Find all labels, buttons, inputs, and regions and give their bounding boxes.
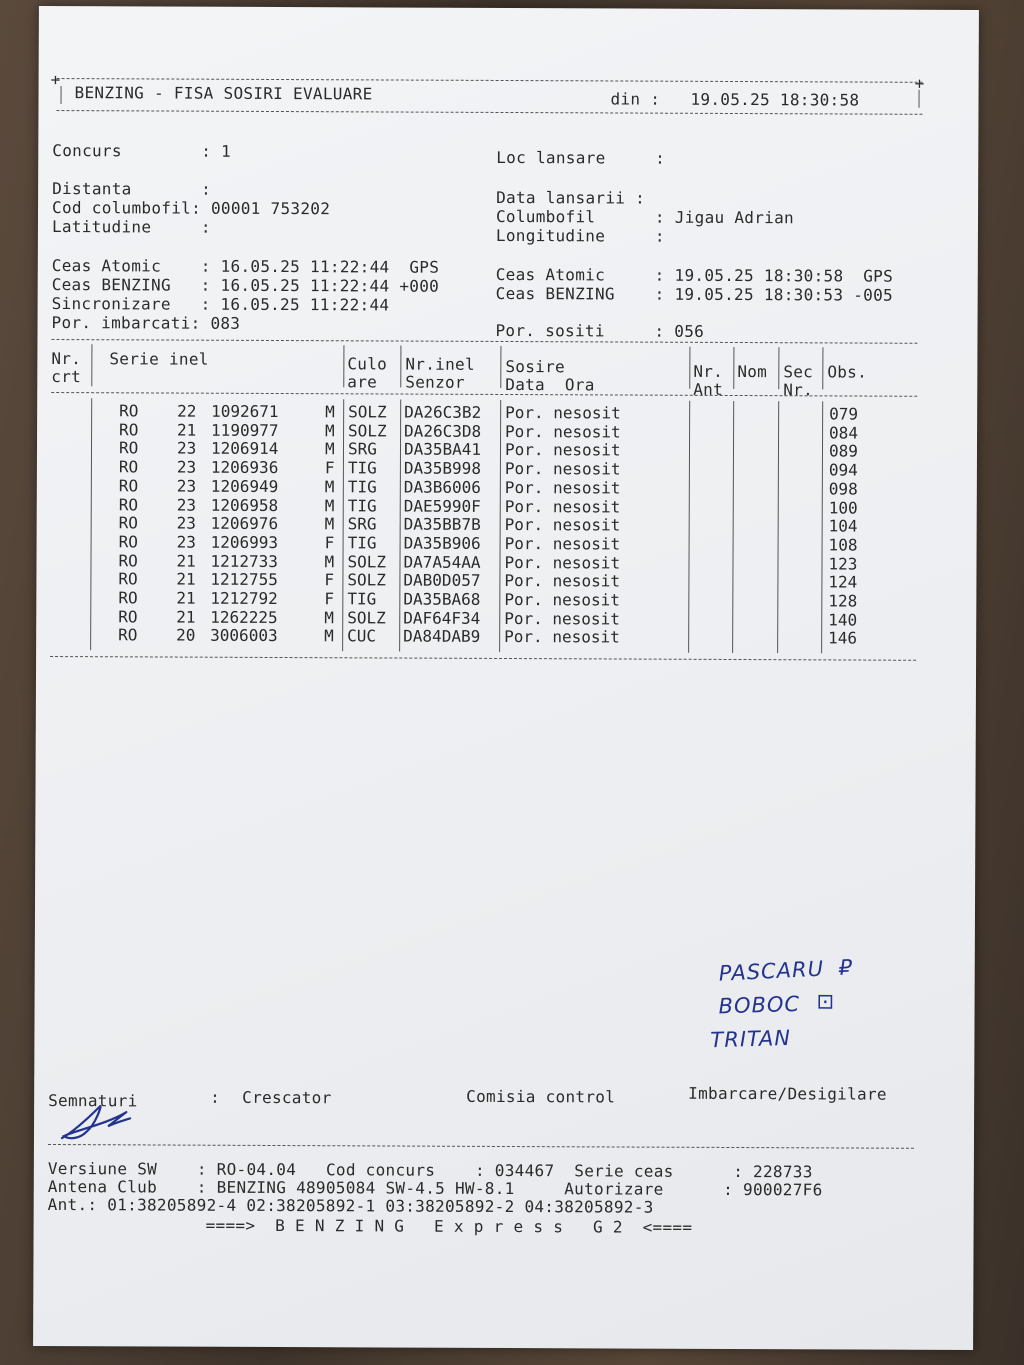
row-tara: RO [118, 588, 138, 608]
row-inel: 1190977 [211, 420, 279, 440]
row-sosire: Por. nesosit [504, 477, 621, 498]
row-sex: M [325, 420, 335, 440]
col-header-nom: Nom [737, 362, 768, 382]
col-header-culoare: Culo are [347, 354, 388, 392]
row-tara: RO [118, 606, 138, 627]
loc-lansare-line: Loc lansare : [496, 147, 666, 168]
versiune-sw-line: Versiune SW : RO-04.04 Cod concurs : 034467 Serie ceas : 228733 [47, 1159, 813, 1182]
row-culoare: SOLZ [347, 607, 386, 628]
antennas-line: Ant.: 01:38205892-4 02:38205892-1 03:38205892-2 04:38205892-3 [47, 1195, 654, 1217]
row-an: 21 [176, 607, 196, 627]
row-senzor: DA35BA41 [403, 439, 482, 460]
handwritten-name-2: BOBOC [718, 991, 801, 1019]
row-obs: 100 [828, 497, 858, 518]
row-culoare: SOLZ [347, 551, 387, 572]
row-sosire: Por. nesosit [504, 459, 621, 479]
row-sex: M [324, 626, 334, 646]
row-inel: 1212792 [210, 588, 278, 609]
row-sosire: Por. nesosit [504, 552, 621, 573]
row-culoare: TIG [347, 477, 377, 497]
row-obs: 123 [828, 553, 858, 574]
comisia-control-label: Comisia control [466, 1086, 616, 1107]
row-culoare: TIG [347, 589, 377, 609]
row-sosire: Por. nesosit [504, 440, 621, 460]
row-sosire: Por. nesosit [504, 608, 620, 629]
handwritten-mark-1: ₽ [838, 955, 854, 980]
row-sosire: Por. nesosit [504, 627, 620, 647]
row-obs: 124 [828, 572, 858, 592]
row-tara: RO [118, 438, 139, 458]
row-an: 20 [176, 625, 196, 646]
ceas-atomic-end: Ceas Atomic : 19.05.25 18:30:58 GPS [495, 264, 894, 286]
benzing-banner: ====> B E N Z I N G E x p r e s s G 2 <==== [205, 1215, 693, 1237]
semnaturi-label: Semnaturi [48, 1091, 138, 1111]
row-tara: RO [118, 513, 138, 533]
row-sosire: Por. nesosit [505, 421, 621, 442]
por-imbarcati-line: Por. imbarcati: 083 [51, 313, 241, 333]
ceas-benzing-end: Ceas BENZING : 19.05.25 18:30:53 -005 [495, 283, 894, 305]
row-tara: RO [118, 569, 138, 589]
row-tara: RO [118, 476, 139, 496]
crescator-label: Crescator [242, 1087, 332, 1108]
imbarcare-label: Imbarcare/Desigilare [688, 1083, 887, 1104]
row-obs: 084 [829, 423, 859, 443]
row-inel: 1092671 [211, 401, 279, 422]
row-senzor: DAE5990F [403, 496, 481, 516]
row-obs: 140 [828, 610, 858, 630]
col-header-obs: Obs. [827, 362, 868, 382]
col-header-serie-inel: Serie inel [109, 349, 209, 369]
row-obs: 104 [828, 516, 858, 536]
sincronizare-line: Sincronizare : 16.05.25 11:22:44 [51, 294, 390, 315]
row-culoare: TIG [347, 533, 377, 553]
row-sosire: Por. nesosit [505, 402, 621, 423]
col-header-nr-crt: Nr. crt [51, 349, 82, 387]
row-culoare: TIG [347, 495, 377, 515]
row-an: 21 [176, 569, 196, 589]
por-sositi-line: Por. sositi : 056 [495, 320, 705, 341]
row-an: 23 [176, 513, 196, 533]
col-header-nr-inel-senzor: Nr.inel Senzor [405, 354, 475, 392]
col-header-sosire: Sosire Data Ora [505, 356, 595, 395]
antena-club-line: Antena Club : BENZING 48905084 SW-4.5 HW-8.1 Autorizare : 900027F6 [47, 1177, 823, 1200]
handwritten-name-3: TRITAN [710, 1025, 792, 1053]
handwritten-name-1: PASCARU [718, 956, 825, 986]
row-culoare: SRG [347, 514, 377, 534]
row-an: 23 [176, 476, 197, 496]
row-obs: 108 [828, 535, 858, 555]
row-obs: 098 [828, 479, 858, 499]
row-inel: 1206993 [210, 532, 279, 552]
col-header-nr-ant: Nr. Ant [693, 361, 724, 399]
row-inel: 1206958 [210, 495, 279, 515]
columbofil-line: Columbofil : Jigau Adrian [495, 206, 795, 228]
row-senzor: DAB0D057 [403, 570, 481, 591]
row-obs: 146 [828, 628, 858, 648]
row-inel: 3006003 [210, 626, 278, 646]
row-sosire: Por. nesosit [504, 589, 620, 610]
row-sex: F [324, 533, 335, 553]
row-an: 23 [176, 532, 196, 552]
distanta-line: Distanta : [52, 179, 212, 199]
row-culoare: SRG [347, 439, 377, 459]
row-senzor: DA26C3D8 [404, 421, 482, 441]
header-corner: + [50, 70, 61, 90]
row-tara: RO [119, 401, 139, 421]
row-culoare: CUC [347, 626, 377, 646]
row-sosire: Por. nesosit [504, 533, 621, 554]
ceas-benzing-start: Ceas BENZING : 16.05.25 11:22:44 +000 [51, 275, 440, 296]
row-obs: 079 [829, 404, 859, 424]
row-inel: 1212733 [210, 551, 278, 571]
ceas-atomic-start: Ceas Atomic : 16.05.25 11:22:44 GPS [51, 256, 440, 277]
row-senzor: DA84DAB9 [403, 626, 481, 647]
data-lansarii-line: Data lansarii : [496, 187, 646, 208]
row-tara: RO [118, 625, 138, 645]
row-culoare: TIG [347, 458, 377, 478]
row-senzor: DA7A54AA [403, 552, 481, 572]
row-tara: RO [118, 494, 139, 514]
longitudine-line: Longitudine : [495, 225, 665, 246]
row-an: 23 [176, 495, 197, 515]
row-obs: 094 [828, 460, 858, 480]
row-sex: M [324, 514, 335, 534]
row-senzor: DA35BB7B [403, 514, 481, 535]
row-obs: 089 [828, 441, 858, 461]
row-an: 21 [176, 588, 196, 608]
row-sex: M [324, 495, 335, 515]
row-an: 21 [177, 420, 197, 440]
row-senzor: DA35B906 [403, 533, 481, 553]
row-sex: F [324, 570, 335, 590]
row-an: 23 [176, 438, 197, 459]
row-inel: 1206936 [210, 457, 279, 478]
row-obs: 128 [828, 591, 858, 611]
row-inel: 1262225 [210, 607, 278, 627]
row-tara: RO [118, 457, 139, 477]
handwritten-mark-2: ⊡ [816, 989, 836, 1014]
row-sex: M [324, 607, 334, 627]
row-culoare: SOLZ [348, 402, 387, 422]
cod-columbofil-line: Cod columbofil: 00001 753202 [52, 198, 331, 219]
row-tara: RO [118, 532, 138, 552]
row-sex: F [324, 589, 335, 609]
latitudine-line: Latitudine : [51, 217, 211, 237]
row-sosire: Por. nesosit [504, 496, 621, 516]
row-inel: 1206976 [210, 513, 279, 534]
row-culoare: SOLZ [347, 570, 386, 590]
col-header-sec-nr: Sec Nr. [783, 362, 814, 400]
row-an: 23 [176, 457, 197, 477]
row-sex: F [324, 458, 335, 478]
printed-report-sheet [33, 6, 979, 1350]
row-sex: M [324, 551, 335, 571]
report-datetime: 19.05.25 18:30:58 [690, 89, 860, 110]
row-senzor: DAF64F34 [403, 608, 481, 628]
row-sex: M [324, 439, 335, 459]
row-senzor: DA26C3B2 [404, 402, 482, 422]
row-tara: RO [119, 419, 139, 440]
semnaturi-colon: : [210, 1087, 221, 1107]
row-senzor: DA35BA68 [403, 589, 481, 609]
concurs-line: Concurs : 1 [52, 141, 232, 161]
row-inel: 1212755 [210, 570, 278, 590]
report-title: BENZING - FISA SOSIRI EVALUARE [74, 83, 373, 104]
row-senzor: DA3B6006 [403, 477, 481, 497]
din-label: din : [610, 89, 661, 109]
row-sex: M [324, 477, 335, 497]
row-an: 22 [177, 401, 197, 421]
row-inel: 1206949 [210, 476, 279, 496]
header-corner: + [914, 73, 925, 93]
row-inel: 1206914 [210, 439, 279, 459]
row-sosire: Por. nesosit [504, 515, 621, 535]
row-an: 21 [176, 551, 196, 571]
row-senzor: DA35B998 [403, 458, 482, 478]
row-culoare: SOLZ [348, 420, 387, 441]
row-sex: M [325, 402, 335, 422]
signature-scribble [56, 1100, 136, 1144]
row-tara: RO [118, 550, 138, 570]
row-sosire: Por. nesosit [504, 571, 621, 591]
